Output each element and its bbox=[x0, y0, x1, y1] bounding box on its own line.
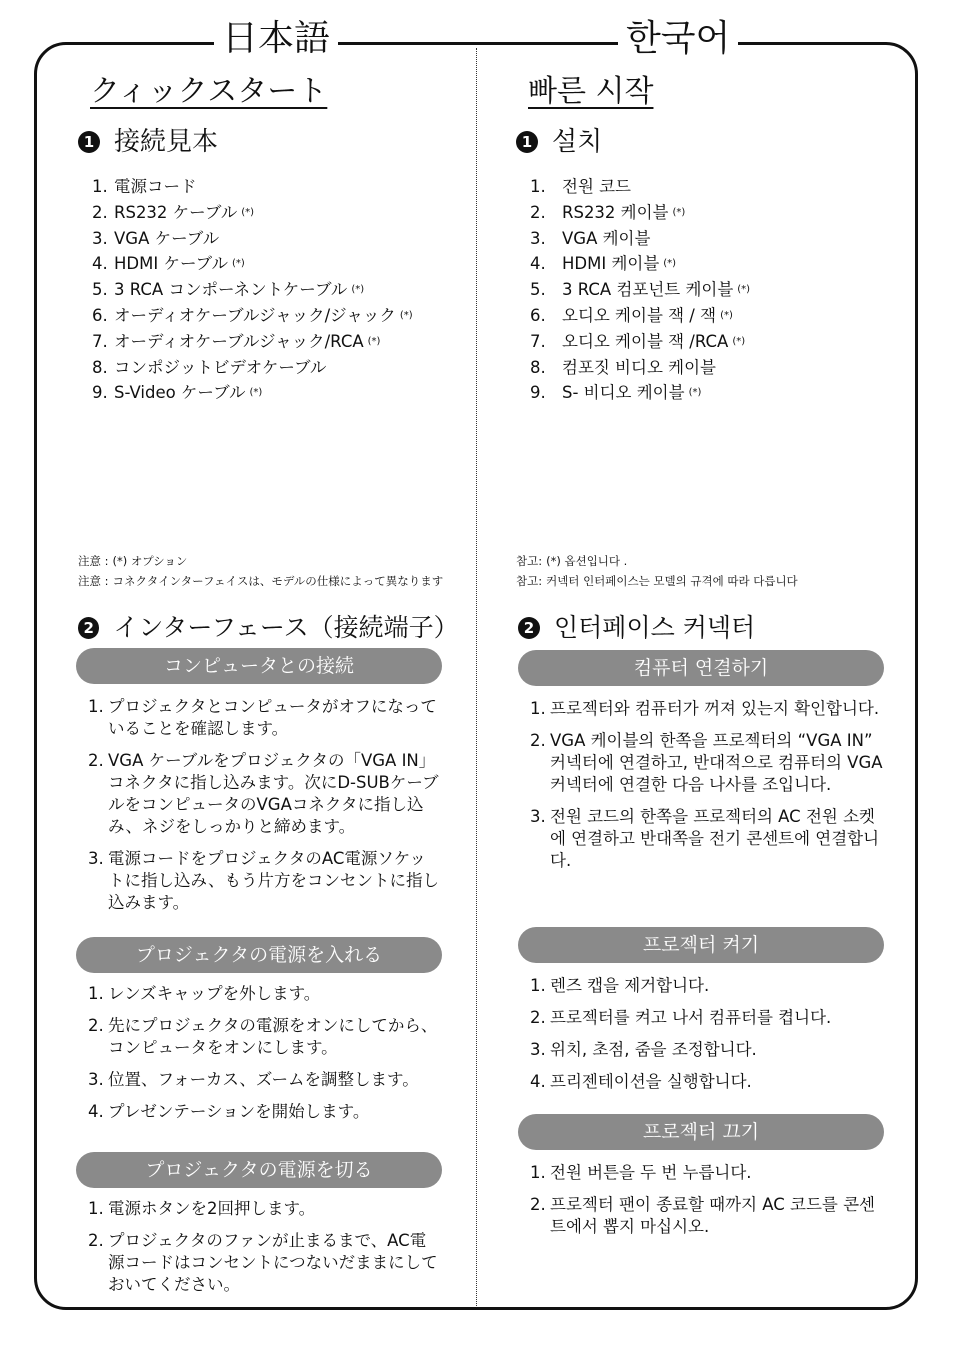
japanese-lang-title: 日本語 bbox=[214, 14, 338, 64]
list-item bbox=[530, 251, 892, 277]
optional-marker: (*) bbox=[663, 258, 677, 270]
step-text: 프로젝터를 켜고 나서 컴퓨터를 켭니다. bbox=[550, 1008, 832, 1027]
item-label: RS232 케이블 bbox=[562, 202, 669, 222]
step-number: 1. bbox=[530, 1163, 546, 1182]
item-number: 7. bbox=[530, 331, 546, 351]
item-label: S- 비디오 케이블 bbox=[562, 383, 685, 403]
japanese-connect-block bbox=[76, 648, 442, 924]
item-label: 오디오 케이블 잭 /RCA bbox=[562, 331, 729, 351]
list-item bbox=[92, 380, 458, 406]
quick-start-heading: クィックスタート bbox=[90, 74, 328, 109]
item-number: 4. bbox=[530, 254, 546, 274]
item-number: 4. bbox=[92, 254, 108, 274]
note-text: (*) オプション bbox=[112, 554, 188, 568]
note-text: (*) 옵션입니다 . bbox=[546, 554, 628, 568]
item-label: コンポジットビデオケーブル bbox=[114, 357, 327, 377]
optional-marker: (*) bbox=[367, 335, 381, 347]
power-off-header: プロジェクタの電源を切る bbox=[76, 1152, 442, 1188]
optional-marker: (*) bbox=[249, 387, 263, 399]
power-on-steps bbox=[76, 983, 442, 1123]
optional-marker: (*) bbox=[688, 387, 702, 399]
korean-column bbox=[516, 72, 892, 406]
column-divider bbox=[476, 48, 477, 1306]
list-item bbox=[92, 226, 458, 252]
step-item bbox=[530, 806, 884, 872]
step-number: 2. bbox=[530, 1008, 546, 1027]
optional-marker: (*) bbox=[672, 206, 686, 218]
step-number: 3. bbox=[530, 1040, 546, 1059]
step-number: 2. bbox=[88, 1231, 104, 1250]
item-number: 8. bbox=[92, 357, 108, 377]
note-text: コネクタインターフェイスは、モデルの仕様によって異なります bbox=[112, 574, 444, 588]
step-number: 1. bbox=[530, 976, 546, 995]
list-item bbox=[92, 329, 458, 355]
power-off-steps bbox=[76, 1198, 442, 1296]
note-key: 注意 : bbox=[78, 554, 109, 568]
item-number: 3. bbox=[92, 228, 108, 248]
step-item bbox=[88, 983, 442, 1005]
korean-lang-title: 한국어 bbox=[618, 14, 738, 64]
item-number: 3. bbox=[530, 228, 546, 248]
parts-list bbox=[516, 174, 892, 406]
step-text: レンズキャップを外します。 bbox=[108, 984, 321, 1003]
step-text: 렌즈 캡을 제거합니다. bbox=[550, 976, 710, 995]
item-label: 電源コード bbox=[114, 177, 197, 196]
step-item bbox=[530, 1039, 884, 1061]
step-text: 프리젠테이션을 실행합니다. bbox=[550, 1072, 752, 1091]
list-item bbox=[92, 355, 458, 381]
optional-marker: (*) bbox=[231, 258, 245, 270]
list-item bbox=[92, 277, 458, 303]
number-1-icon: 1 bbox=[78, 131, 100, 153]
optional-marker: (*) bbox=[732, 335, 746, 347]
japanese-power-on-block bbox=[76, 937, 442, 1133]
power-off-header: 프로젝터 끄기 bbox=[518, 1114, 884, 1150]
parts-list bbox=[78, 174, 458, 406]
connect-computer-header: 컴퓨터 연결하기 bbox=[518, 650, 884, 686]
step-number: 2. bbox=[88, 1016, 104, 1035]
power-on-header: 프로젝터 켜기 bbox=[518, 927, 884, 963]
korean-power-on-block bbox=[518, 927, 884, 1103]
item-number: 5. bbox=[92, 280, 108, 300]
note-key: 참고: bbox=[516, 574, 543, 588]
step-item bbox=[530, 1071, 884, 1093]
korean-notes bbox=[516, 553, 900, 593]
step-number: 4. bbox=[88, 1102, 104, 1121]
step-text: 電源ホタンを2回押します。 bbox=[108, 1199, 316, 1218]
item-number: 9. bbox=[530, 383, 546, 403]
step-item bbox=[530, 1162, 884, 1184]
step-number: 2. bbox=[530, 1195, 546, 1214]
item-label: HDMI 케이블 bbox=[562, 254, 660, 274]
step-text: 프로젝터 팬이 종료할 때까지 AC 코드를 콘센트에서 뽑지 마십시오. bbox=[550, 1195, 875, 1236]
number-2-icon: 2 bbox=[78, 617, 99, 639]
korean-power-off-block bbox=[518, 1114, 884, 1248]
step-text: プロジェクタのファンが止まるまで、AC電源コードはコンセントにつないだままにしておいてください。 bbox=[108, 1231, 438, 1294]
step-item bbox=[530, 1194, 884, 1238]
number-2-icon: 2 bbox=[518, 617, 540, 639]
step-text: プロジェクタとコンピュータがオフになっていることを確認します。 bbox=[108, 697, 437, 738]
list-item bbox=[530, 226, 892, 252]
item-label: 전원 코드 bbox=[562, 177, 632, 196]
item-number: 9. bbox=[92, 383, 108, 403]
section-setup-title: 1 설치 bbox=[516, 124, 892, 160]
item-label: 오디오 케이블 잭 / 잭 bbox=[562, 305, 717, 325]
note-key: 注意 : bbox=[78, 574, 109, 588]
step-item bbox=[88, 1069, 442, 1091]
connect-steps bbox=[518, 698, 884, 872]
step-number: 1. bbox=[88, 697, 104, 716]
item-label: 컴포짓 비디오 케이블 bbox=[562, 357, 716, 377]
step-text: 電源コードをプロジェクタのAC電源ソケットに指し込み、もう片方をコンセントに指し込みます。 bbox=[108, 849, 439, 912]
item-label: VGA ケーブル bbox=[114, 228, 220, 248]
list-item bbox=[92, 251, 458, 277]
step-item bbox=[88, 750, 442, 838]
optional-marker: (*) bbox=[399, 309, 413, 321]
item-label: HDMI ケーブル bbox=[114, 254, 228, 274]
step-number: 4. bbox=[530, 1072, 546, 1091]
list-item bbox=[92, 200, 458, 226]
note-line bbox=[516, 573, 900, 589]
step-text: 전원 코드의 한쪽을 프로젝터의 AC 전원 소켓에 연결하고 반대쪽을 전기 콘센트에 연결합니다. bbox=[550, 807, 880, 870]
step-number: 3. bbox=[530, 807, 546, 826]
step-item bbox=[530, 698, 884, 720]
step-number: 3. bbox=[88, 849, 104, 868]
item-number: 2. bbox=[530, 202, 546, 222]
list-item bbox=[530, 329, 892, 355]
step-item bbox=[88, 1230, 442, 1296]
section-interface-title: 2 인터페이스 커넥터 bbox=[518, 610, 888, 646]
item-label: S-Video ケーブル bbox=[114, 383, 246, 403]
item-label: オーディオケーブルジャック/RCA bbox=[114, 331, 364, 351]
list-item bbox=[92, 303, 458, 329]
item-label: VGA 케이블 bbox=[562, 228, 651, 248]
item-number: 6. bbox=[92, 305, 108, 325]
connect-computer-header: コンピュータとの接続 bbox=[76, 648, 442, 684]
connect-steps bbox=[76, 696, 442, 914]
power-on-steps bbox=[518, 975, 884, 1093]
optional-marker: (*) bbox=[351, 284, 365, 296]
power-off-steps bbox=[518, 1162, 884, 1238]
step-number: 1. bbox=[88, 984, 104, 1003]
list-item bbox=[530, 200, 892, 226]
japanese-power-off-block bbox=[76, 1152, 442, 1306]
japanese-column bbox=[78, 72, 458, 406]
item-number: 7. bbox=[92, 331, 108, 351]
step-text: VGA ケーブルをプロジェクタの「VGA IN」コネクタに指し込みます。次にD-SUBケーブルをコンピュータのVGAコネクタに指し込み、ネジをしっかりと締めます。 bbox=[108, 751, 439, 836]
step-item bbox=[88, 696, 442, 740]
step-item bbox=[530, 730, 884, 796]
item-number: 2. bbox=[92, 202, 108, 222]
section-setup-title: 1 接続見本 bbox=[78, 124, 458, 160]
power-on-header: プロジェクタの電源を入れる bbox=[76, 937, 442, 973]
list-item bbox=[530, 303, 892, 329]
item-number: 1. bbox=[92, 177, 108, 196]
step-item bbox=[530, 1007, 884, 1029]
list-item bbox=[530, 277, 892, 303]
step-number: 2. bbox=[88, 751, 104, 770]
item-number: 6. bbox=[530, 305, 546, 325]
korean-connect-block bbox=[518, 650, 884, 882]
step-number: 3. bbox=[88, 1070, 104, 1089]
optional-marker: (*) bbox=[737, 284, 751, 296]
step-item bbox=[88, 1015, 442, 1059]
step-text: 位置、フォーカス、ズームを調整します。 bbox=[108, 1070, 419, 1089]
item-number: 8. bbox=[530, 357, 546, 377]
item-label: 3 RCA コンポーネントケーブル bbox=[114, 280, 348, 300]
item-label: オーディオケーブルジャック/ジャック bbox=[114, 305, 396, 325]
item-number: 5. bbox=[530, 280, 546, 300]
section-interface-title: 2 インターフェース（接続端子） bbox=[78, 610, 448, 646]
step-text: プレゼンテーションを開始します。 bbox=[108, 1102, 370, 1121]
step-item bbox=[88, 848, 442, 914]
number-1-icon: 1 bbox=[516, 131, 538, 153]
note-line bbox=[78, 553, 462, 569]
note-text: 커넥터 인터페이스는 모델의 규격에 따라 다릅니다 bbox=[546, 574, 798, 588]
step-text: 위치, 초점, 줌을 조정합니다. bbox=[550, 1040, 757, 1059]
list-item bbox=[530, 380, 892, 406]
step-text: 先にプロジェクタの電源をオンにしてから、コンピュータをオンにします。 bbox=[108, 1016, 438, 1057]
japanese-notes bbox=[78, 553, 462, 593]
list-item bbox=[92, 174, 458, 200]
step-number: 1. bbox=[88, 1199, 104, 1218]
item-label: 3 RCA 컴포넌트 케이블 bbox=[562, 280, 734, 300]
note-line bbox=[78, 573, 462, 589]
step-text: VGA 케이블의 한쪽을 프로젝터의 “VGA IN” 커넥터에 연결하고, 반대적으로 컴퓨터의 VGA 커넥터에 연결한 다음 나사를 조입니다. bbox=[550, 731, 883, 794]
step-item bbox=[88, 1198, 442, 1220]
optional-marker: (*) bbox=[720, 309, 733, 321]
step-number: 1. bbox=[530, 699, 546, 718]
step-text: 프로젝터와 컴퓨터가 꺼져 있는지 확인합니다. bbox=[550, 699, 880, 718]
list-item bbox=[530, 355, 892, 381]
quick-start-heading: 빠른 시작 bbox=[528, 74, 654, 109]
item-number: 1. bbox=[530, 177, 546, 196]
optional-marker: (*) bbox=[241, 206, 255, 218]
note-line bbox=[516, 553, 900, 569]
step-text: 전원 버튼을 두 번 누릅니다. bbox=[550, 1163, 752, 1182]
step-item bbox=[530, 975, 884, 997]
note-key: 참고: bbox=[516, 554, 543, 568]
step-number: 2. bbox=[530, 731, 546, 750]
list-item bbox=[530, 174, 892, 200]
step-item bbox=[88, 1101, 442, 1123]
item-label: RS232 ケーブル bbox=[114, 202, 238, 222]
